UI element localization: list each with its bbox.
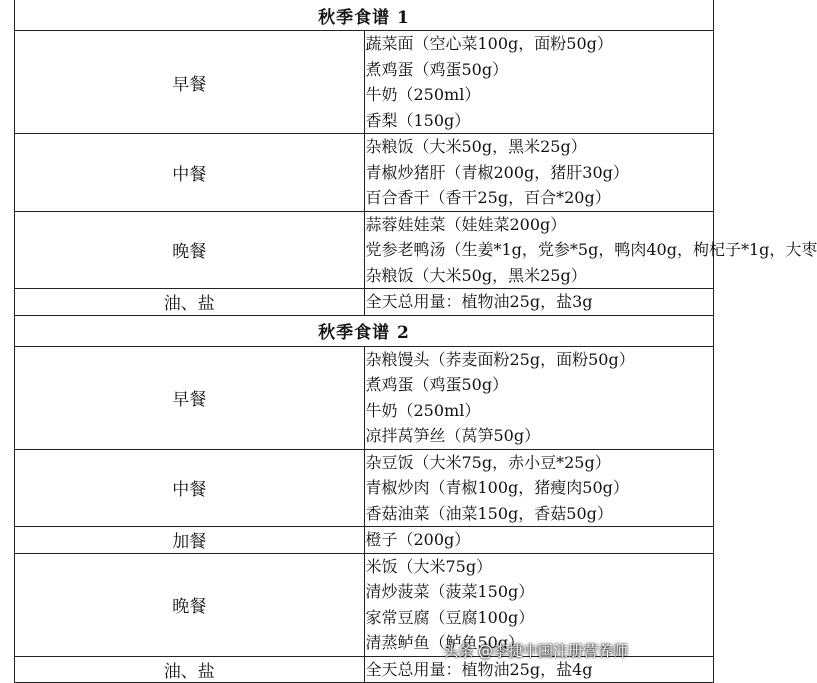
menu-title-row — [15, 0, 714, 31]
meal-items — [364, 346, 714, 449]
meal-item: 清炒菠菜（菠菜150g） — [365, 582, 535, 601]
meal-item: 家常豆腐（豆腐100g） — [365, 607, 535, 627]
meal-row — [15, 449, 714, 527]
meal-name: 加餐 — [15, 527, 365, 554]
meal-item: 青椒炒肉（青椒100g，猪瘦肉50g） — [365, 478, 629, 497]
meal-items — [364, 527, 714, 554]
meal-item: 杂粮饭（大米50g，黑米25g） — [365, 265, 587, 285]
meal-items — [364, 31, 714, 134]
meal-row — [15, 289, 714, 316]
meal-items — [364, 449, 714, 527]
meal-item: 凉拌莴笋丝（莴笋50g） — [365, 426, 541, 445]
meal-name: 中餐 — [15, 134, 365, 212]
meal-item: 香梨（150g） — [365, 110, 471, 130]
meal-name: 中餐 — [15, 449, 365, 527]
meal-row — [15, 134, 714, 212]
meal-item: 煮鸡蛋（鸡蛋50g） — [365, 59, 509, 79]
watermark: 头条 @李捷中国注册营养师 — [443, 642, 628, 660]
meal-item: 百合香干（香干25g，百合*20g） — [365, 188, 611, 207]
meal-item: 青椒炒猪肝（青椒200g，猪肝30g） — [365, 162, 629, 182]
meal-row — [15, 31, 714, 134]
meal-row — [15, 527, 714, 554]
meal-name: 晚餐 — [15, 553, 365, 656]
meal-item: 杂粮饭（大米50g，黑米25g） — [365, 137, 587, 156]
meal-name: 油、盐 — [15, 289, 365, 316]
meal-items — [364, 289, 714, 316]
meal-item: 牛奶（250ml） — [365, 400, 481, 420]
menu-title: 秋季食谱 1 — [15, 0, 714, 31]
menu-table — [14, 0, 817, 683]
meal-items — [364, 134, 714, 212]
meal-item: 米饭（大米75g） — [365, 556, 493, 576]
meal-name: 晚餐 — [15, 211, 365, 289]
meal-items — [364, 211, 817, 289]
menu-title: 秋季食谱 2 — [15, 315, 714, 346]
meal-item: 杂粮馒头（荞麦面粉25g，面粉50g） — [365, 349, 635, 369]
meal-item: 清蒸鲈鱼（鲈鱼50g） — [365, 633, 525, 652]
meal-item: 煮鸡蛋（鸡蛋50g） — [365, 375, 509, 394]
meal-item: 香菇油菜（油菜150g，香菇50g） — [365, 503, 613, 523]
meal-name: 早餐 — [15, 31, 365, 134]
meal-item: 蔬菜面（空心菜100g，面粉50g） — [365, 34, 613, 53]
meal-row — [15, 211, 714, 289]
meal-item: 杂豆饭（大米75g，赤小豆*25g） — [365, 452, 611, 472]
meal-row — [15, 346, 714, 449]
meal-item: 全天总用量：植物油25g，盐3g — [365, 292, 593, 311]
meal-name: 油、盐 — [15, 656, 365, 683]
meal-item: 全天总用量：植物油25g，盐4g — [365, 659, 593, 679]
meal-item: 牛奶（250ml） — [365, 85, 481, 104]
meal-item: 党参老鸭汤（生姜*1g，党参*5g，鸭肉40g，枸杞子*1g，大枣 — [365, 240, 817, 259]
menu-title-row — [15, 315, 714, 346]
meal-item: 橙子（200g） — [365, 530, 471, 549]
meal-item: 蒜蓉娃娃菜（娃娃菜200g） — [365, 214, 567, 234]
meal-name: 早餐 — [15, 346, 365, 449]
